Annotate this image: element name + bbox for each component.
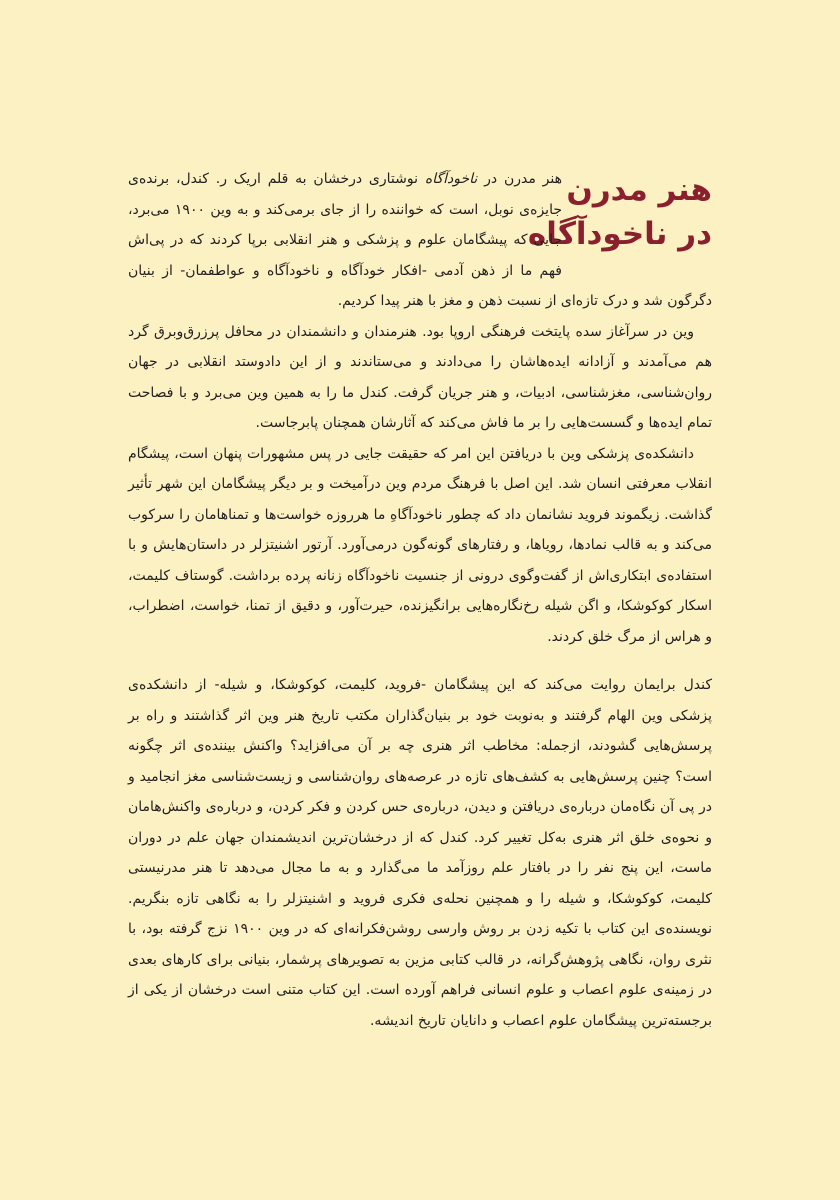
paragraph-3: دانشکده‌ی پزشکی وین با دریافتن این امر که حقیقت جایی در پس مشهورات پنهان است، پیشگام انقلاب معرفتی انسان شد. این اصل با فرهنگ مردم وین درآمیخت و بر دیگر پیشگامان این شهر تأثیر گذاشت. زیگموند فروید نشانمان داد که چطور ناخودآگاهِ ما هرروزه خواست‌ها و تمناهامان را سرکوب می‌کند و به قالب نمادها، رویاها، و رفتارهای گونه‌گون درمی‌آورد. آرتور اشنیتزلر در داستان‌هایش و با استفاده‌ی ابتکاری‌اش از گفت‌وگوی درونی از جنسیت ناخودآگاه زنانه پرده برداشت. گوستاف کلیمت، اسکار کوکوشکا، و اگن شیله رخ‌نگاره‌هایی برانگیزنده، حیرت‌آور، و دقیق از تمنا، خواست، اضطراب، و هراس از مرگ خلق کردند. — [128, 445, 712, 645]
title-spacer — [527, 164, 712, 256]
paragraph-1-text: نوشتاری درخشان به قلم اریک ر. کندل، برنده‌ی جایزه‌ی نوبل، است که خواننده را از جای برمی‌کند و به وین ۱۹۰۰ می‌برد، جایی که پیشگامان علوم و پزشکی و هنر انقلابی برپا کردند که در پی‌اش فهم ما از ذهن آدمی -افکار خودآگاه و ناخودآگاه و عواطفمان- از بنیان دگرگون شد و درک تازه‌ای از نسبت ذهن و مغز با هنر پیدا کردیم. — [128, 171, 712, 309]
paragraph-1-title-reference: ناخودآگاه — [424, 171, 478, 187]
paragraph-2: وین در سرآغاز سده پایتخت فرهنگی اروپا بود. هنرمندان و دانشمندان در محافل پرزرق‌وبرق گرد هم می‌آمدند و آزادانه ایده‌هاشان را می‌دادند و می‌ستاندند و از این دادوستد انقلابی در جهان روان‌شناسی، مغزشناسی، ادبیات، و هنر جریان گرفت. کندل ما را به همین وین می‌برد و با فصاحت تمام ایده‌ها و گسست‌هایی را بر ما فاش می‌کند که آثارشان همچنان پابرجاست. — [128, 323, 712, 431]
blurb-text — [128, 164, 712, 1036]
book-title-line-1: هنر مدرن — [566, 172, 712, 208]
paragraph-1-lead: هنر مدرن در — [477, 171, 562, 187]
book-title-line-2: در ناخودآگاه — [527, 216, 712, 252]
paragraph-4: کندل برایمان روایت می‌کند که این پیشگامان -فروید، کلیمت، کوکوشکا، و شیله- از دانشکده‌ی پزشکی وین الهام گرفتند و به‌نوبت خود بر بنیان‌گذاران مکتب تاریخ هنر وین اثر گذاشتند و راه بر پرسش‌هایی گشودند، ازجمله: مخاطب اثر هنری چه بر آن می‌افزاید؟ واکنش بیننده‌ی اثر چگونه است؟ چنین پرسش‌هایی به کشف‌های تازه در عرصه‌های روان‌شناسی و زیست‌شناسی مغز انجامید و در پی آن نگاه‌مان درباره‌ی دریافتن و دیدن، درباره‌ی حس کردن و فکر کردن، و درباره‌ی واکنش‌هامان و نحوه‌ی خلق اثر هنری به‌کل تغییر کرد. کندل که از درخشان‌ترین اندیشمندان جهان علم در دوران ماست، این پنج نفر را در بافتار علم روزآمد ما می‌گذارد و به ما مجال می‌دهد تا هنر مدرنیستی کلیمت، کوکوشکا، و شیله را و همچنین نحله‌ی فکری فروید و اشنیتزلر را به نگاهی تازه بنگریم. نویسنده‌ی این کتاب با تکیه زدن بر روش وارسی روشن‌فکرانه‌ای که در وین ۱۹۰۰ نزج گرفته بود، با نثری روان، نگاهی پژوهش‌گرانه، در قالب کتابی مزین به تصویرهای پرشمار، بنیانی برای کارهای بعدی در زمینه‌ی علوم اعصاب و علوم انسانی فراهم آورده است. این کتاب متنی است درخشان از یکی از برجسته‌ترین پیشگامان علوم اعصاب و دانایان تاریخ اندیشه. — [128, 677, 712, 1029]
